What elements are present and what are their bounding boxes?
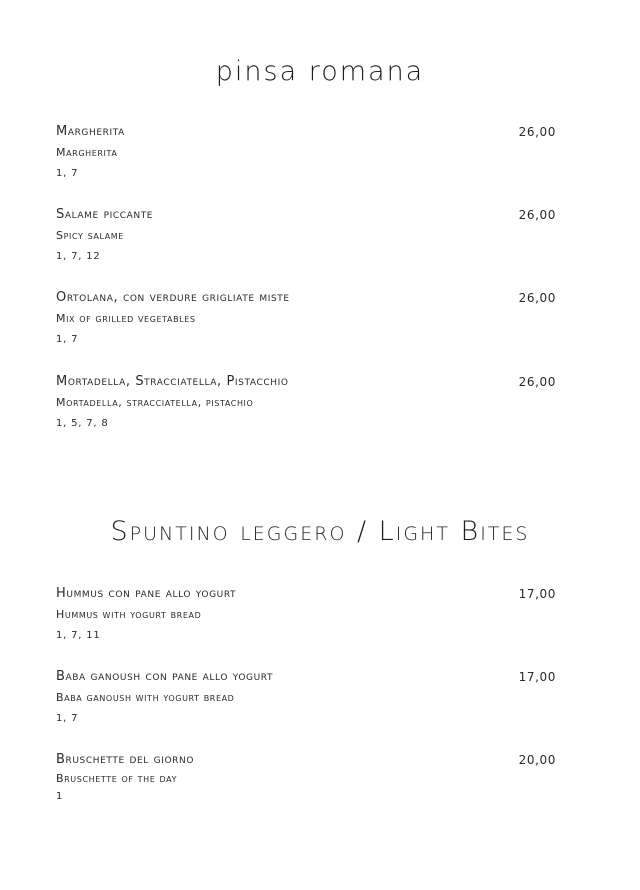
menu-item-salame-piccante — [56, 207, 558, 263]
section-title-pinsa: pinsa romana — [215, 56, 425, 87]
menu-item-bruschette — [56, 752, 558, 803]
item-name: Salame piccante — [56, 207, 154, 222]
item-price: 26,00 — [518, 291, 556, 305]
item-name: Mortadella, Stracciatella, Pistacchio — [56, 374, 289, 389]
item-description: Mortadella, stracciatella, pistachio — [56, 396, 254, 409]
item-name: Ortolana, con verdure grigliate miste — [56, 290, 290, 305]
item-name: Baba ganoush con pane allo yogurt — [56, 669, 274, 684]
item-allergens: 1, 5, 7, 8 — [56, 418, 109, 429]
menu-item-mortadella — [56, 374, 558, 430]
section-title-light-bites: Spuntino leggero / Light Bites — [110, 516, 530, 547]
menu-item-hummus — [56, 586, 558, 642]
item-allergens: 1, 7 — [56, 713, 79, 724]
item-description: Spicy salame — [56, 229, 124, 242]
item-description: Baba ganoush with yogurt bread — [56, 691, 235, 704]
menu-item-margherita — [56, 124, 558, 180]
item-allergens: 1, 7 — [56, 334, 79, 345]
menu-item-baba-ganoush — [56, 669, 558, 725]
menu-item-ortolana — [56, 290, 558, 346]
item-price: 26,00 — [518, 375, 556, 389]
item-price: 20,00 — [518, 753, 556, 767]
item-name: Bruschette del giorno — [56, 752, 195, 767]
item-name: Margherita — [56, 124, 125, 139]
item-description: Bruschette of the day — [56, 772, 178, 785]
item-description: Hummus with yogurt bread — [56, 608, 202, 621]
item-allergens: 1, 7 — [56, 168, 79, 179]
item-price: 26,00 — [518, 208, 556, 222]
item-price: 17,00 — [518, 670, 556, 684]
item-allergens: 1, 7, 12 — [56, 251, 101, 262]
item-description: Mix of grilled vegetables — [56, 312, 196, 325]
item-description: Margherita — [56, 146, 118, 159]
item-name: Hummus con pane allo yogurt — [56, 586, 237, 601]
item-price: 17,00 — [518, 587, 556, 601]
item-allergens: 1, 7, 11 — [56, 630, 101, 641]
item-price: 26,00 — [518, 125, 556, 139]
item-allergens: 1 — [56, 791, 64, 802]
